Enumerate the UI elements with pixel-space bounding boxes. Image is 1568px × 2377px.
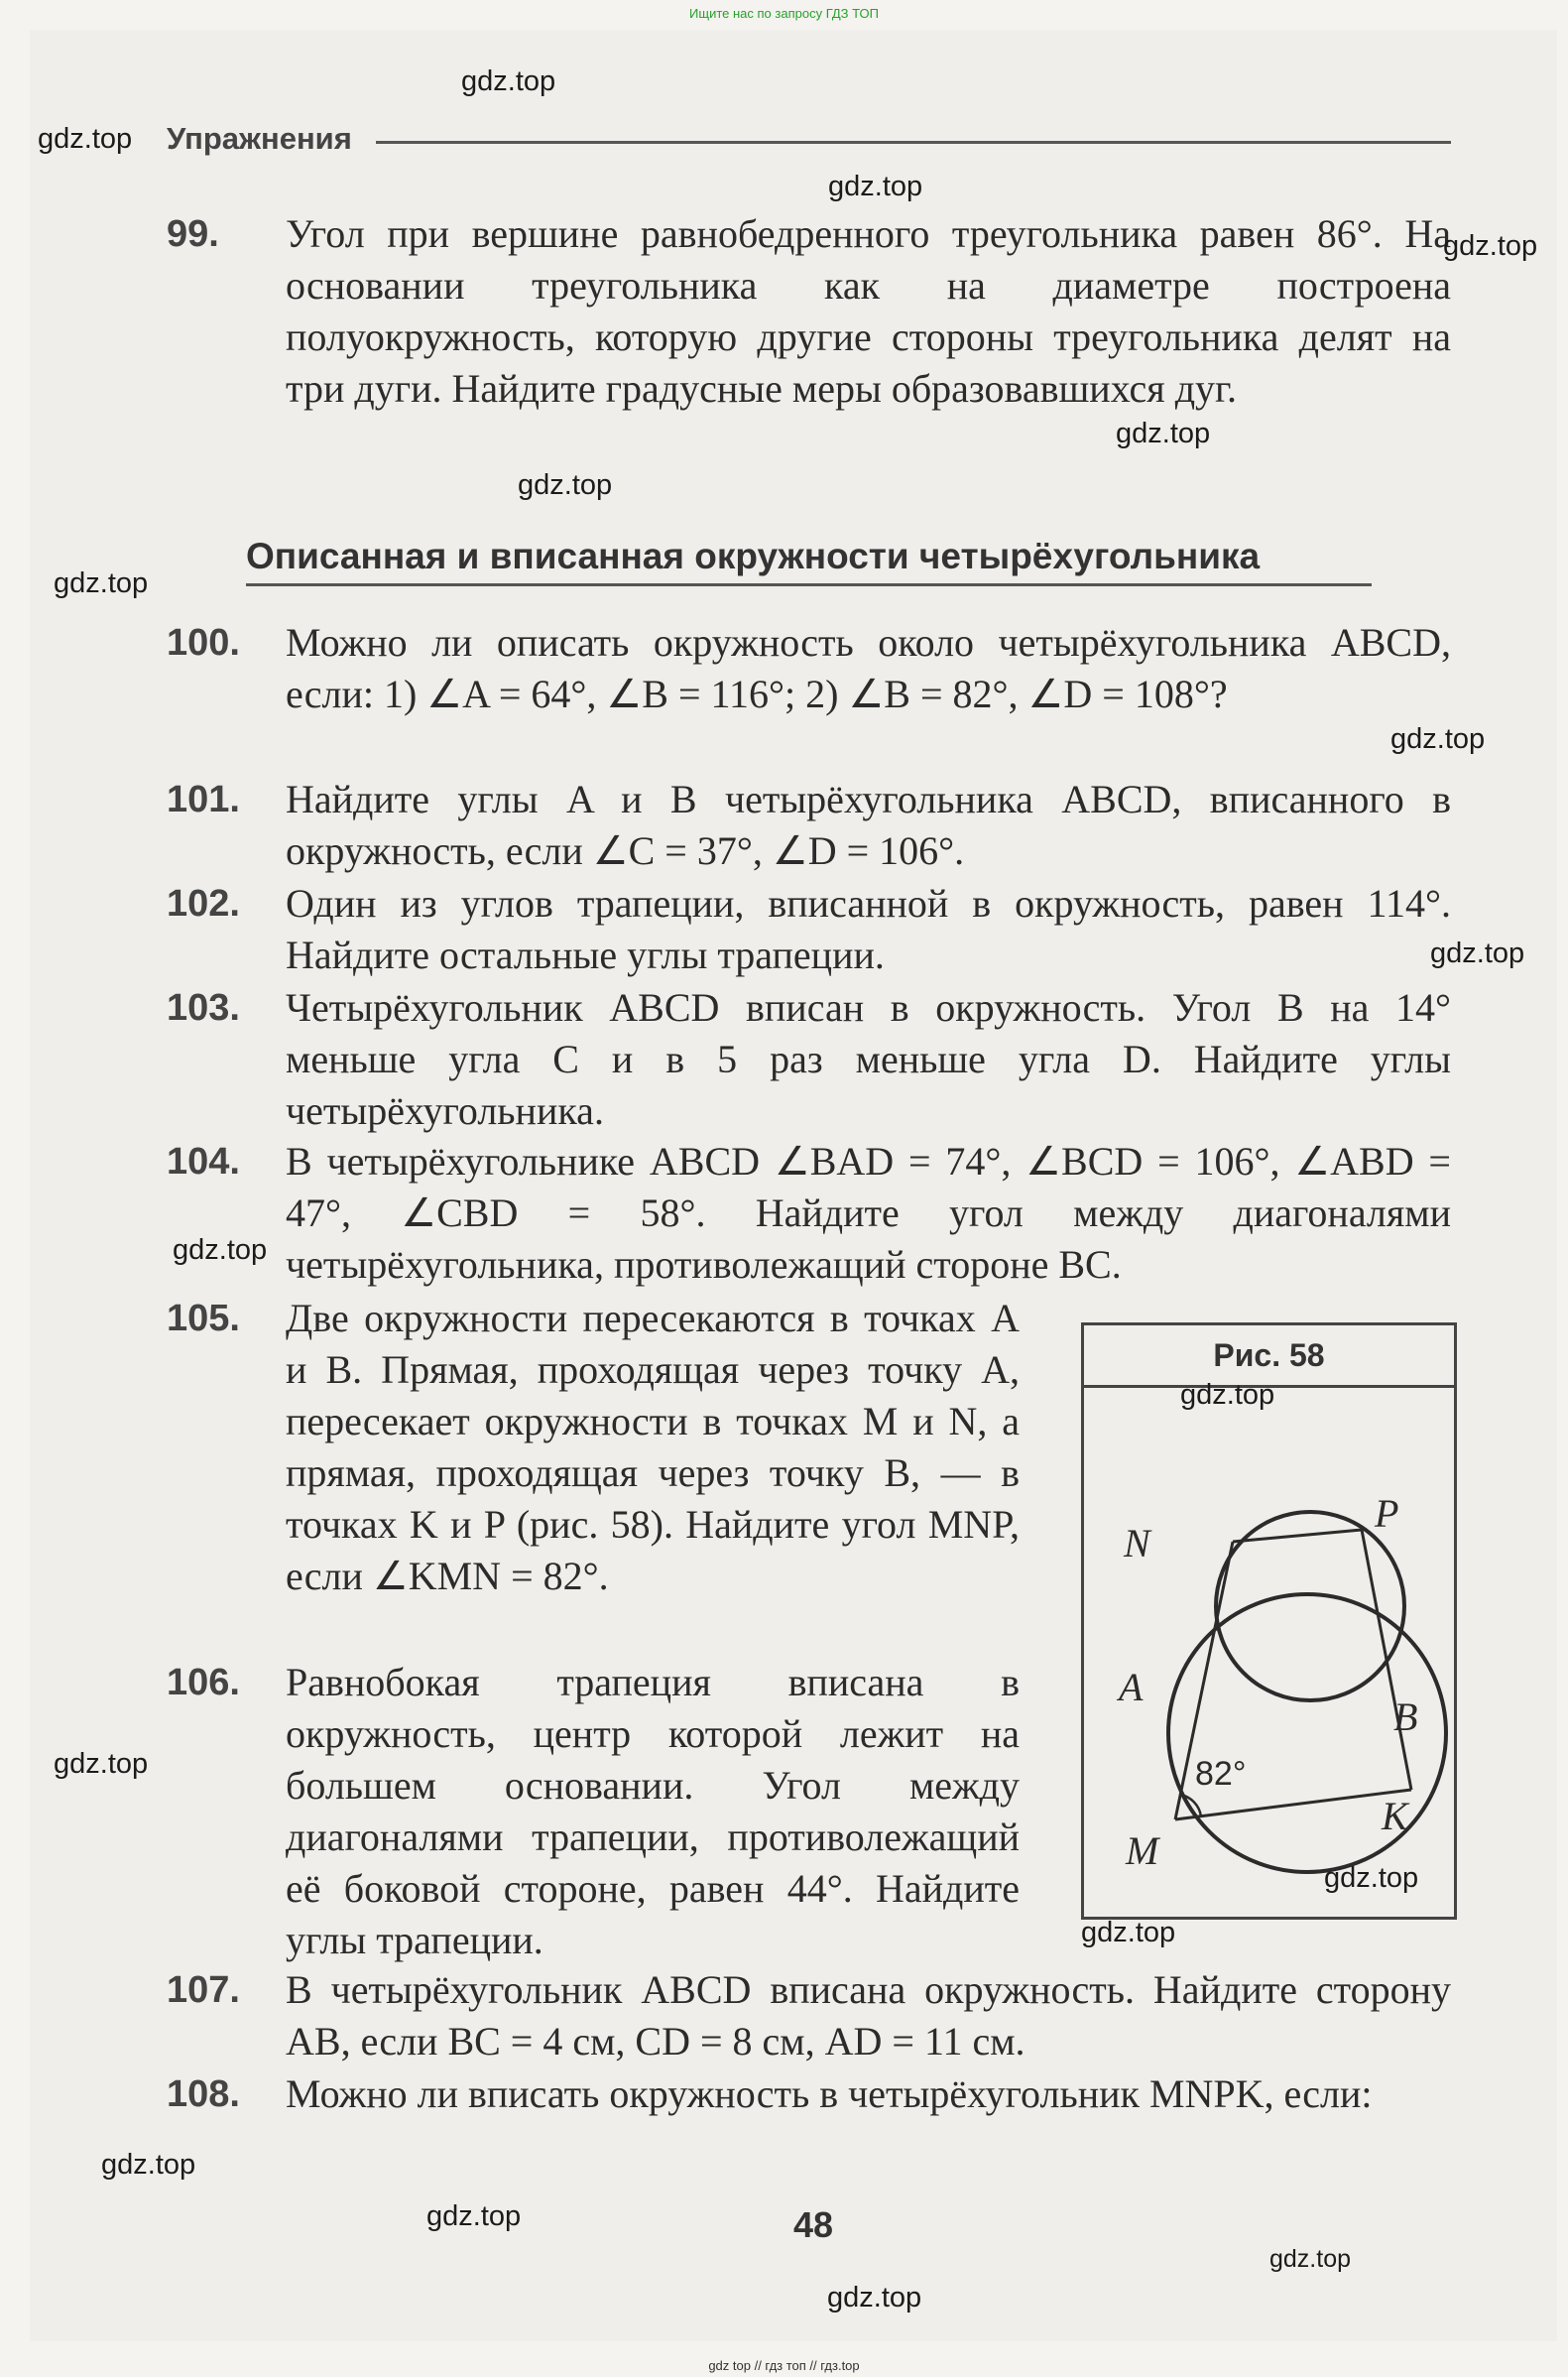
watermark: gdz.top <box>1430 938 1525 969</box>
problem-100 <box>167 617 1451 720</box>
watermark: gdz.top <box>1116 418 1211 449</box>
watermark: gdz.top <box>38 123 133 155</box>
problem-108 <box>167 2068 1451 2120</box>
problem-number: 107. <box>167 1969 240 2011</box>
section-rule <box>246 583 1372 586</box>
problem-number: 103. <box>167 987 240 1029</box>
watermark: gdz.top <box>54 1748 149 1780</box>
problem-107 <box>167 1964 1451 2067</box>
problem-text: Угол при вершине равнобедренного треугольника равен 86°. На основании треугольника как на диаметре построена полуокружность, которую другие стороны треугольника делят на три дуги. Найдите градусные меры образовавшихся дуг. <box>286 211 1451 411</box>
figure-title: Рис. 58 <box>1084 1325 1454 1388</box>
problem-104 <box>167 1136 1451 1291</box>
line-PK <box>1362 1530 1411 1790</box>
problem-number: 106. <box>167 1662 240 1703</box>
problem-text: Четырёхугольник ABCD вписан в окружность. Угол B на 14° меньше угла C и в 5 раз меньше угла D. Найдите углы четырёхугольника. <box>286 985 1451 1133</box>
problem-number: 99. <box>167 213 219 255</box>
problem-101 <box>167 774 1451 877</box>
watermark: gdz.top <box>426 2200 522 2232</box>
watermark: gdz.top <box>461 65 556 97</box>
label-A: A <box>1119 1665 1144 1709</box>
problem-number: 100. <box>167 622 240 664</box>
problem-text: В четырёхугольнике ABCD ∠BAD = 74°, ∠BCD = 106°, ∠ABD = 47°, ∠CBD = 58°. Найдите угол между диагоналями четырёхугольника, противолежащий стороне BC. <box>286 1139 1451 1287</box>
problem-text: Две окружности пересекаются в точках A и B. Прямая, проходящая через точку A, пересекает окружности в точках M и N, а прямая, проходящая через точку B, — в точках K и P (рис. 58). Найдите угол MNP, если ∠KMN = 82°. <box>286 1296 1020 1598</box>
watermark: gdz.top <box>828 171 923 202</box>
header-title: Упражнения <box>167 121 352 156</box>
watermark: gdz.top <box>1324 1862 1419 1894</box>
watermark: gdz.top <box>1081 1917 1176 1948</box>
line-MK <box>1175 1790 1411 1819</box>
top-banner: Ищите нас по запросу ГДЗ ТОП <box>689 6 879 21</box>
problem-106 <box>167 1657 1020 1966</box>
problem-text: Один из углов трапеции, вписанной в окружность, равен 114°. Найдите остальные углы трапеции. <box>286 881 1451 977</box>
label-P: P <box>1375 1491 1399 1536</box>
bottom-footer: gdz top // гдз топ // гдз.top <box>708 2358 860 2373</box>
problem-number: 108. <box>167 2073 240 2115</box>
problem-number: 105. <box>167 1298 240 1339</box>
section-header <box>167 121 1451 157</box>
watermark: gdz.top <box>518 469 613 501</box>
header-rule <box>376 141 1451 144</box>
label-angle-82: 82° <box>1195 1755 1247 1793</box>
problem-text: Можно ли вписать окружность в четырёхугольник MNPK, если: <box>286 2071 1373 2116</box>
problem-number: 104. <box>167 1141 240 1183</box>
problem-number: 102. <box>167 883 240 925</box>
label-B: B <box>1393 1694 1418 1739</box>
label-M: M <box>1126 1828 1159 1873</box>
watermark: gdz.top <box>101 2149 196 2181</box>
problem-number: 101. <box>167 779 240 820</box>
problem-103 <box>167 982 1451 1137</box>
problem-text: Равнобокая трапеция вписана в окружность, центр которой лежит на большем основании. Угол между диагоналями трапеции, противолежащий её боковой стороне, равен 44°. Найдите углы трапеции. <box>286 1660 1020 1962</box>
watermark: gdz.top <box>54 567 149 599</box>
watermark: gdz.top <box>1443 230 1538 262</box>
watermark: gdz.top <box>827 2282 922 2314</box>
label-N: N <box>1124 1521 1150 1565</box>
problem-99 <box>167 208 1451 415</box>
watermark: gdz.top <box>173 1234 268 1266</box>
problem-105 <box>167 1293 1020 1602</box>
watermark: gdz.top <box>1180 1379 1275 1411</box>
section-title: Описанная и вписанная окружности четырёхугольника <box>246 536 1261 576</box>
watermark: gdz.top <box>1390 723 1486 755</box>
page-number: 48 <box>793 2204 834 2245</box>
problem-text: В четырёхугольник ABCD вписана окружность. Найдите сторону AB, если BC = 4 см, CD = 8 см, AD = 11 см. <box>286 1967 1451 2064</box>
problem-102 <box>167 878 1451 981</box>
label-K: K <box>1382 1794 1408 1838</box>
figure-diagram <box>1084 1388 1454 1917</box>
problem-text: Можно ли описать окружность около четырёхугольника ABCD, если: 1) ∠A = 64°, ∠B = 116°; 2) ∠B = 82°, ∠D = 108°? <box>286 620 1451 716</box>
figure-58 <box>1081 1322 1457 1920</box>
watermark: gdz.top <box>1269 2245 1352 2273</box>
problem-text: Найдите углы A и B четырёхугольника ABCD, вписанного в окружность, если ∠C = 37°, ∠D = 106°. <box>286 777 1451 873</box>
